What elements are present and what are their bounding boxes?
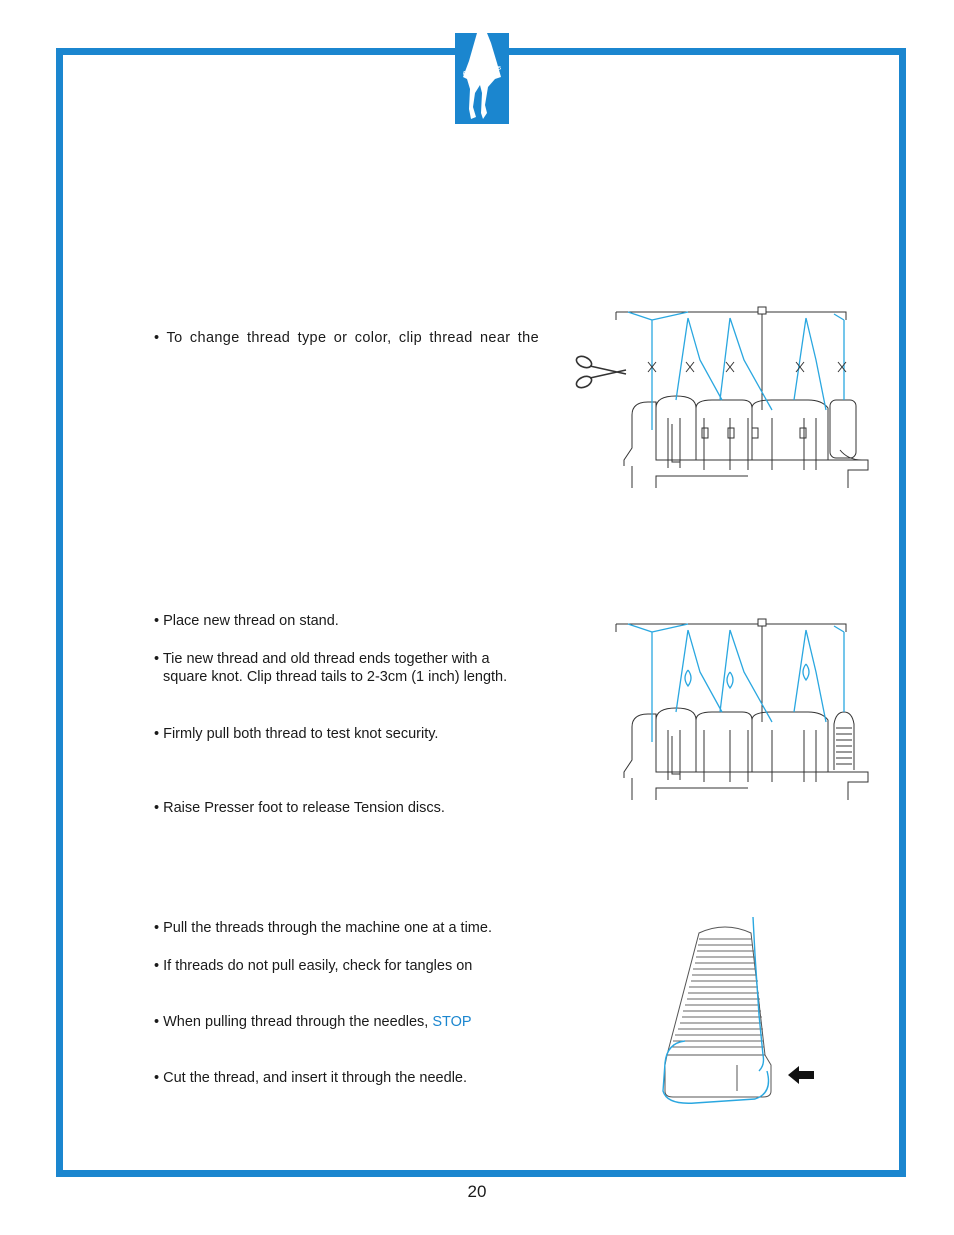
instruction-pull-threads: • Pull the threads through the machine one at a time. — [154, 920, 492, 936]
legs-silhouette-icon — [455, 33, 509, 124]
instruction-place-thread: • Place new thread on stand. — [154, 613, 339, 629]
stop-highlight: STOP — [432, 1014, 472, 1030]
figure-tie-knots — [572, 612, 872, 812]
instruction-check-tangles: • If threads do not pull easily, check for tangles on — [154, 958, 473, 974]
stop-prefix: • When pulling thread through the needles, — [154, 1014, 433, 1030]
instruction-raise-presser-foot: • Raise Presser foot to release Tension discs. — [154, 800, 445, 816]
logo-text: A-LINE SERIES — [462, 65, 502, 77]
instruction-cut-insert-needle: • Cut the thread, and insert it through the needle. — [154, 1070, 468, 1086]
brand-logo — [455, 33, 509, 124]
scissors-icon — [572, 352, 628, 396]
page-number: 20 — [467, 1182, 487, 1201]
instruction-stop-at-needles — [154, 1013, 472, 1031]
arrow-left-icon — [786, 1064, 816, 1086]
instruction-tie-thread-line1: • Tie new thread and old thread ends together with a — [154, 651, 490, 667]
figure-clip-threads — [572, 300, 872, 500]
instruction-test-knot: • Firmly pull both thread to test knot security. — [154, 726, 439, 742]
instruction-clip-thread: • To change thread type or color, clip thread near the — [154, 330, 540, 346]
instruction-tie-thread-line2: square knot. Clip thread tails to 2-3cm (1 inch) length. — [163, 669, 508, 685]
